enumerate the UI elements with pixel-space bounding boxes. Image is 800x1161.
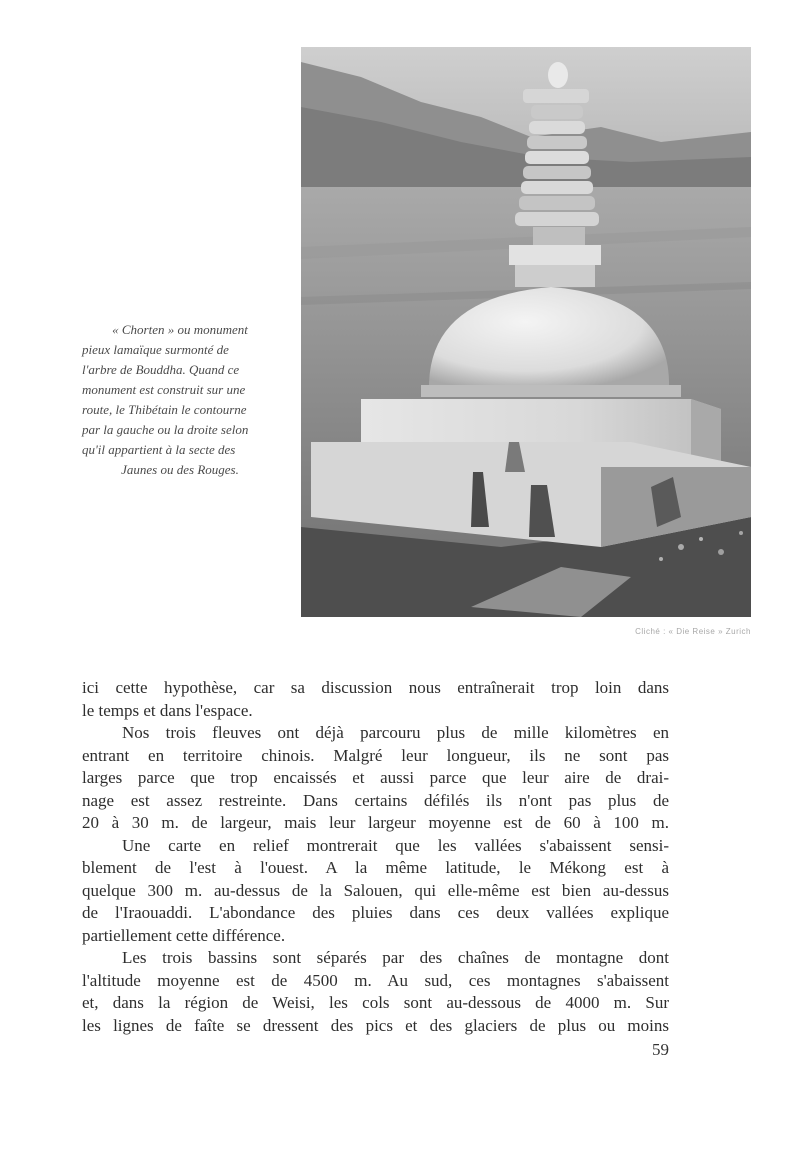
text-line: Nos trois fleuves ont déjà parcouru plus de mille kilomètres en bbox=[122, 723, 669, 742]
text-line: et, dans la région de Weisi, les cols sont au-dessous de 4000 m. Sur bbox=[82, 993, 669, 1012]
caption-line: par la gauche ou la droite selon bbox=[82, 422, 249, 437]
text-line: partiellement cette différence. bbox=[82, 925, 286, 945]
text-line: Les trois bassins sont séparés par des chaînes de montagne dont bbox=[122, 948, 669, 967]
text-line: quelque 300 m. au-dessus de la Salouen, qui elle-même est bien au-dessus bbox=[82, 880, 669, 900]
chorten-photograph bbox=[301, 47, 751, 617]
text-line: Une carte en relief montrerait que les vallées s'abaissent sensi- bbox=[122, 835, 669, 855]
text-line: nage est assez restreinte. Dans certains défilés ils n'ont pas plus de bbox=[82, 790, 669, 810]
caption-line: « Chorten » ou monument bbox=[112, 322, 248, 337]
caption-line: l'arbre de Bouddha. Quand ce bbox=[82, 362, 240, 377]
text-line: entrant en territoire chinois. Malgré leur longueur, ils ne sont pas bbox=[82, 745, 669, 765]
text-line: 20 à 30 m. de largeur, mais leur largeur moyenne est de 60 à 100 m. bbox=[82, 813, 669, 832]
text-line: larges parce que trop encaissés et aussi parce que leur aire de drai- bbox=[82, 768, 669, 787]
text-line: les lignes de faîte se dressent des pics et des glaciers de plus ou moins bbox=[82, 1015, 669, 1035]
text-line: ici cette hypothèse, car sa discussion nous entraînerait trop loin dans bbox=[82, 678, 669, 697]
text-line: de l'Iraouaddi. L'abondance des pluies dans ces deux vallées explique bbox=[82, 903, 669, 922]
text-line: blement de l'est à l'ouest. A la même latitude, le Mékong est à bbox=[82, 858, 669, 877]
caption-line: route, le Thibétain le contourne bbox=[82, 402, 247, 417]
caption-line: Jaunes ou des Rouges. bbox=[121, 462, 239, 477]
page-number: 59 bbox=[652, 1040, 669, 1059]
photo-caption bbox=[82, 320, 278, 480]
caption-line: monument est construit sur une bbox=[82, 382, 246, 397]
body-text bbox=[82, 677, 669, 1037]
photo-credit: Cliché : « Die Reise » Zurich bbox=[635, 627, 751, 636]
text-line: le temps et dans l'espace. bbox=[82, 700, 253, 720]
caption-line: qu'il appartient à la secte des bbox=[82, 442, 236, 457]
text-line: l'altitude moyenne est de 4500 m. Au sud, ces montagnes s'abaissent bbox=[82, 970, 669, 990]
caption-line: pieux lamaïque surmonté de bbox=[82, 342, 229, 357]
